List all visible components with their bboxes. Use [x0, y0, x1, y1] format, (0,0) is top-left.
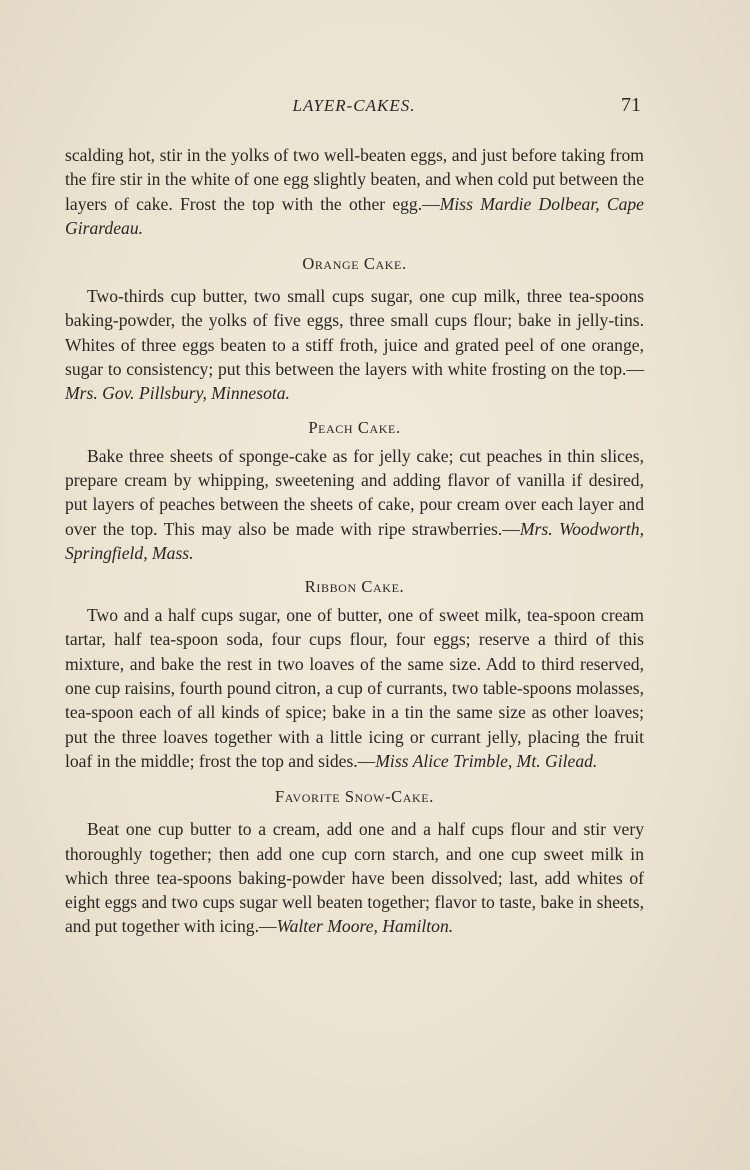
recipe-signature: Mrs. Woodworth, Springfield, Mass.: [65, 518, 644, 563]
recipe-orange-cake: [65, 284, 644, 405]
recipe-signature: Miss Mardie Dolbear, Cape Girardeau.: [65, 193, 644, 238]
recipe-text: Two-thirds cup butter, two small cups sugar, one cup milk, three tea-spoons baking-powder, the yolks of five eggs, three small cups flour; bake in jelly-tins. Whites of three eggs beaten to a stiff froth, juice and grated peel of one orange, sugar to consistency; put this between the layers with white frosting on the top.—: [65, 286, 644, 380]
recipe-text: Two and a half cups sugar, one of butter, one of sweet milk, tea-spoon cream tartar, half tea-spoon soda, four cups flour, four eggs; reserve a third of this mixture, and bake the rest in two loaves of the same size. Add to third reserved, one cup raisins, fourth pound citron, a cup of currants, two table-spoons molasses, tea-spoon each of all kinds of spice; bake in a tin the same size as other loaves; put the three loaves together with a little icing or currant jelly, placing the fruit loaf in the middle; frost the top and sides.—: [65, 605, 644, 771]
recipe-title-peach-cake: Peach Cake.: [308, 417, 401, 437]
recipe-title-orange-cake: Orange Cake.: [302, 254, 407, 274]
page-number: 71: [621, 94, 641, 116]
recipe-ribbon-cake: [65, 603, 644, 773]
recipe-text: Beat one cup butter to a cream, add one and a half cups flour and stir very thoroughly together; then add one cup corn starch, and one cup sweet milk in which three tea-spoons baking-powder have been dissolved; last, add whites of eight eggs and two cups sugar well beaten together; flavor to taste, bake in sheets, and put together with icing.—: [65, 819, 644, 937]
recipe-favorite-snow-cake: [65, 817, 644, 938]
recipe-signature: Mrs. Gov. Pillsbury, Minnesota.: [65, 383, 290, 404]
running-head: LAYER-CAKES.: [292, 96, 416, 115]
recipe-peach-cake: [65, 444, 644, 565]
recipe-text: Bake three sheets of sponge-cake as for jelly cake; cut peaches in thin slices, prepare cream by whipping, sweetening and adding flavor of vanilla if desired, put layers of peaches between the sheets of cake, pour cream over each layer and over the top. This may also be made with ripe strawberries.—: [65, 445, 644, 539]
recipe-signature: Walter Moore, Hamilton.: [276, 916, 454, 937]
recipe-text: scalding hot, stir in the yolks of two well-beaten eggs, and just before taking from the fire stir in the white of one egg slightly beaten, and when cold put between the layers of cake. Frost the top with the other egg.—: [65, 145, 644, 214]
recipe-signature: Miss Alice Trimble, Mt. Gilead.: [375, 750, 598, 771]
page-body: [65, 143, 644, 939]
page-header: [0, 96, 750, 124]
recipe-title-ribbon-cake: Ribbon Cake.: [304, 577, 405, 597]
recipe-continuation: [65, 143, 644, 240]
recipe-title-favorite-snow-cake: Favorite Snow-Cake.: [275, 787, 434, 807]
